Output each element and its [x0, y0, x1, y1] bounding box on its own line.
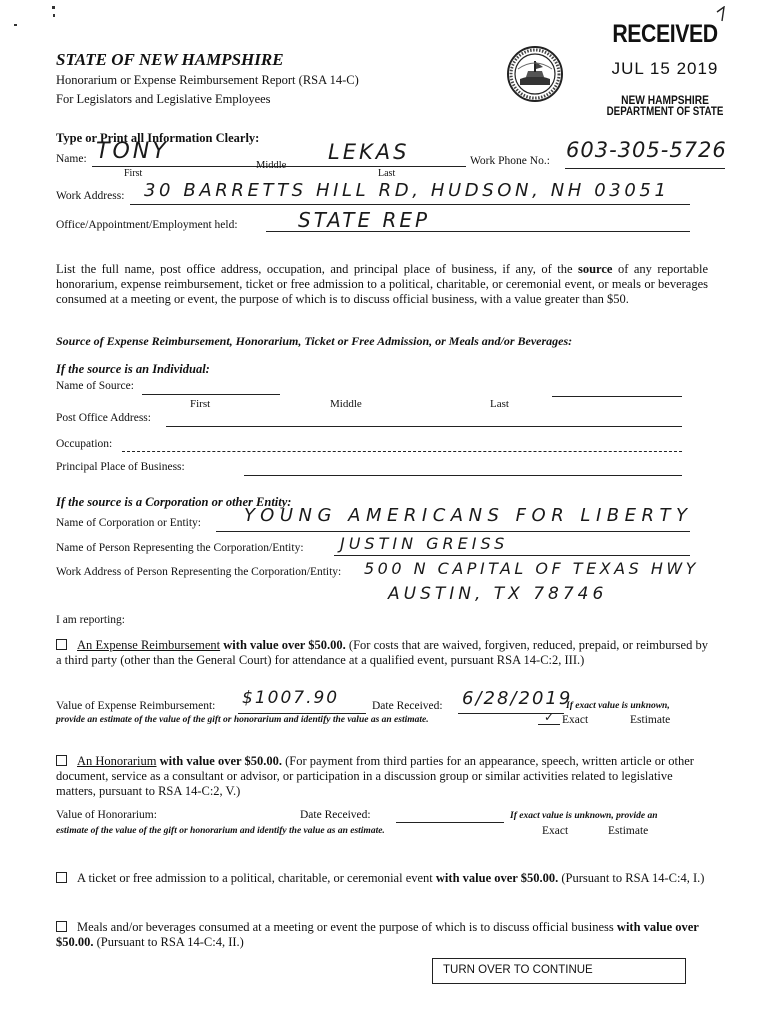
corp-work-label: Work Address of Person Representing the Corporation/Entity:: [56, 566, 342, 578]
turn-over-text: TURN OVER TO CONTINUE: [443, 964, 593, 976]
last-name-value: LEKAS: [328, 140, 410, 164]
expense-value-field[interactable]: [238, 713, 366, 714]
honorarium-unknown-note: If exact value is unknown, provide an: [510, 811, 658, 821]
corp-rep-field[interactable]: [334, 555, 690, 556]
last-caption: Last: [378, 168, 396, 179]
source-name-field-end[interactable]: [552, 396, 682, 397]
po-address-label: Post Office Address:: [56, 412, 151, 424]
meals-checkbox[interactable]: [56, 921, 67, 932]
work-phone-label: Work Phone No.:: [470, 155, 550, 167]
honorarium-checkbox[interactable]: [56, 755, 67, 766]
honorarium-date-label: Date Received:: [300, 809, 371, 821]
stamp-state: NEW HAMPSHIRE: [621, 93, 709, 107]
po-address-field[interactable]: [166, 426, 682, 427]
corp-work-value-2: AUSTIN, TX 78746: [388, 584, 608, 604]
stamp-received: RECEIVED: [612, 20, 718, 48]
honorarium-value-label: Value of Honorarium:: [56, 809, 157, 821]
source-name-field[interactable]: [142, 394, 280, 395]
source-first-caption: First: [190, 398, 211, 410]
meals-tail: (Pursuant to RSA 14-C:4, II.): [96, 935, 244, 949]
honorarium-bold: with value over $50.00.: [159, 754, 282, 768]
meals-text: Meals and/or beverages consumed at a meeting or event the purpose of which is to discuss official business: [77, 920, 614, 934]
instruction-heading: Type or Print all Information Clearly:: [56, 131, 260, 145]
meals-item: [56, 920, 708, 950]
expense-date-value: 6/28/2019: [462, 688, 573, 709]
state-title: STATE OF NEW HAMPSHIRE: [56, 50, 284, 69]
expense-estimate-label: Estimate: [630, 714, 671, 726]
first-name-value: TONY: [96, 139, 169, 164]
expense-checkbox[interactable]: [56, 639, 67, 650]
expense-bold: with value over $50.00.: [223, 638, 346, 652]
expense-value-label: Value of Expense Reimbursement:: [56, 700, 216, 712]
ticket-text: A ticket or free admission to a political, charitable, or ceremonial event: [77, 871, 433, 885]
work-address-label: Work Address:: [56, 190, 125, 202]
corp-name-label: Name of Corporation or Entity:: [56, 517, 201, 529]
scan-mark: [14, 24, 17, 26]
ticket-checkbox[interactable]: [56, 872, 67, 883]
office-value: STATE REP: [298, 208, 431, 232]
report-title: Honorarium or Expense Reimbursement Report (RSA 14-C): [56, 73, 359, 87]
turn-over-box: [432, 958, 686, 984]
honorarium-estimate-label: Estimate: [608, 825, 649, 837]
middle-caption: Middle: [256, 160, 287, 171]
source-middle-caption: Middle: [330, 398, 362, 410]
occupation-field[interactable]: [122, 451, 682, 452]
scan-mark: [52, 6, 55, 9]
corp-name-field[interactable]: [216, 531, 690, 532]
ticket-tail: (Pursuant to RSA 14-C:4, I.): [561, 871, 705, 885]
expense-title: An Expense Reimbursement: [77, 638, 221, 652]
corporation-heading: If the source is a Corporation or other Entity:: [56, 495, 292, 509]
expense-exact-label: Exact: [562, 714, 589, 726]
stamp-tick: [716, 6, 726, 22]
expense-reimbursement-item: [56, 638, 708, 668]
work-address-field[interactable]: [130, 204, 690, 205]
honorarium-date-field[interactable]: [396, 822, 504, 823]
corp-work-value-1: 500 N CAPITAL OF TEXAS HWY: [364, 559, 699, 578]
corp-rep-value: JUSTIN GREISS: [340, 534, 509, 553]
name-label: Name:: [56, 153, 87, 165]
work-address-value: 30 BARRETTS HILL RD, HUDSON, NH 03051: [144, 180, 670, 201]
instruction-paragraph: [56, 262, 708, 307]
expense-text: (For costs that are waived, forgiven, reduced, prepaid, or reimbursed by a third party (other than the General Court) for attendance at a qualified event, pursuant RSA 14-C:2, III.): [56, 638, 709, 667]
instruction-text-start: List the full name, post office address, occupation, and principal place of business, if any, of the: [56, 262, 573, 276]
source-last-caption: Last: [490, 398, 509, 410]
meals-bold: with value over $50.00.: [56, 920, 699, 949]
principal-place-field[interactable]: [244, 475, 682, 476]
stamp-date: JUL 15 2019: [611, 59, 719, 78]
expense-estimate-note: provide an estimate of the value of the gift or honorarium and identify the value as an estimate.: [56, 715, 429, 725]
honorarium-text: (For payment from third parties for an appearance, speech, written article or other document, service as a consultant or advisor, or participation in a discussion group or similar activities related to legislative matters, pursuant to RSA 14-C:2, V.): [56, 754, 694, 798]
reporting-label: I am reporting:: [56, 614, 125, 626]
expense-exact-line: [538, 724, 560, 725]
source-name-label: Name of Source:: [56, 380, 134, 392]
office-label: Office/Appointment/Employment held:: [56, 219, 238, 231]
received-stamp: [590, 20, 740, 118]
ticket-item: [56, 871, 708, 886]
honorarium-estimate-note: estimate of the value of the gift or honorarium and identify the value as an estimate.: [56, 826, 385, 836]
instruction-source-word: source: [577, 262, 613, 276]
expense-date-label: Date Received:: [372, 700, 443, 712]
source-heading: Source of Expense Reimbursement, Honorarium, Ticket or Free Admission, or Meals and/or Beverages:: [56, 334, 573, 348]
instruction-text-end: of any reportable honorarium, expense reimbursement, ticket or free admission to a political, charitable, or ceremonial event, or meals or beverages consumed at a meeting or event, the purpose of which is to discuss official business, with a value greater than $50.: [56, 262, 708, 306]
scan-mark: [53, 14, 55, 17]
first-caption: First: [124, 168, 143, 179]
honorarium-item: [56, 754, 708, 799]
expense-unknown-note: If exact value is unknown,: [566, 701, 670, 711]
work-phone-value: 603-305-5726: [566, 138, 727, 162]
ticket-bold: with value over $50.00.: [435, 871, 559, 885]
honorarium-title: An Honorarium: [77, 754, 157, 768]
stamp-department: DEPARTMENT OF STATE: [606, 106, 724, 118]
principal-place-label: Principal Place of Business:: [56, 461, 185, 473]
work-phone-field[interactable]: [565, 168, 725, 169]
corp-name-value: YOUNG AMERICANS FOR LIBERTY: [244, 505, 693, 526]
expense-exact-check[interactable]: ✓: [544, 710, 555, 724]
honorarium-exact-label: Exact: [542, 825, 569, 837]
report-audience: For Legislators and Legislative Employees: [56, 92, 271, 106]
expense-value-value: $1007.90: [242, 688, 340, 708]
corp-rep-label: Name of Person Representing the Corporation/Entity:: [56, 542, 304, 554]
occupation-label: Occupation:: [56, 438, 113, 450]
state-seal: [506, 45, 564, 103]
individual-heading: If the source is an Individual:: [56, 362, 210, 376]
